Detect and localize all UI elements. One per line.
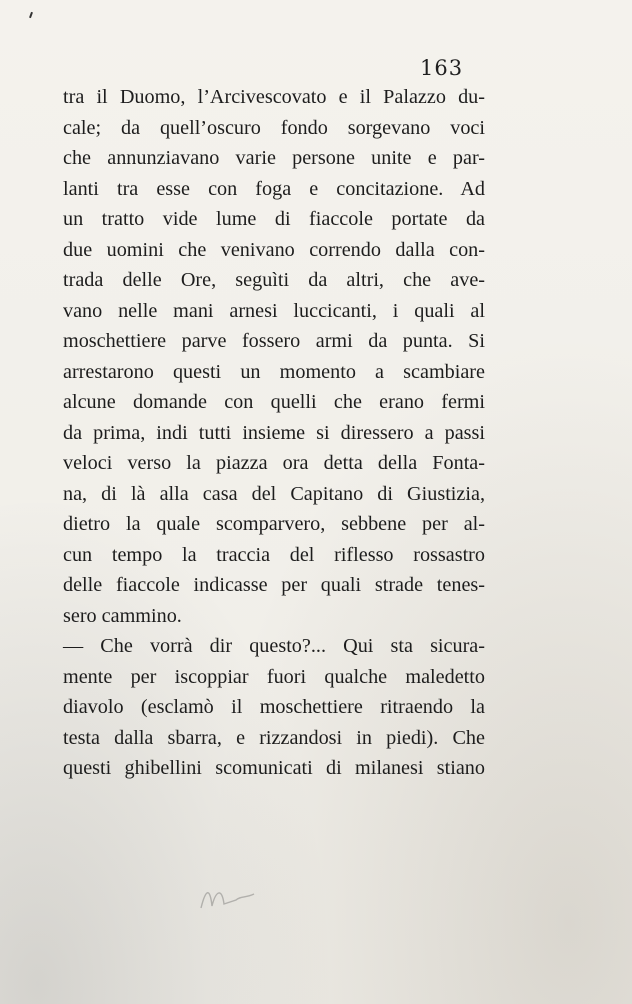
text-line: che annunziavano varie persone unite e par- xyxy=(63,147,485,169)
text-line: un tratto vide lume di fiaccole portate da xyxy=(63,208,485,230)
text-line: arrestarono questi un momento a scambiare xyxy=(63,360,485,383)
text-line: moschettiere parve fossero armi da punta. Si xyxy=(63,330,485,352)
text-line: delle fiaccole indicasse per quali strade tenes- xyxy=(63,574,485,596)
text-line: diavolo (esclamò il moschettiere ritraendo la xyxy=(63,696,485,718)
text-line: na, di là alla casa del Capitano di Giustizia, xyxy=(63,482,485,505)
text-line: dietro la quale scomparvero, sebbene per al- xyxy=(63,513,485,535)
pencil-mark xyxy=(196,878,266,918)
text-line: testa dalla sbarra, e rizzandosi in piedi). Che xyxy=(63,726,485,749)
text-line: sero cammino. xyxy=(63,604,182,627)
text-line: cun tempo la traccia del riflesso rossastro xyxy=(63,543,485,566)
page-number: 163 xyxy=(420,56,464,80)
text-line: mente per iscoppiar fuori qualche maledetto xyxy=(63,665,485,688)
text-line: questi ghibellini scomunicati di milanesi stiano xyxy=(63,757,485,779)
text-line: lanti tra esse con foga e concitazione. Ad xyxy=(63,177,485,200)
text-line: — Che vorrà dir questo?... Qui sta sicura- xyxy=(63,635,485,657)
text-line: due uomini che venivano correndo dalla con- xyxy=(63,238,485,261)
body-text xyxy=(63,82,485,784)
text-line: tra il Duomo, l’Arcivescovato e il Palazzo du- xyxy=(63,86,485,108)
text-line: veloci verso la piazza ora detta della Fonta- xyxy=(63,452,485,474)
text-line: cale; da quell’oscuro fondo sorgevano voci xyxy=(63,116,485,139)
text-line: vano nelle mani arnesi luccicanti, i quali al xyxy=(63,299,485,322)
text-line: da prima, indi tutti insieme si diressero a passi xyxy=(63,421,485,444)
text-line: trada delle Ore, seguìti da altri, che ave- xyxy=(63,269,485,291)
text-line: alcune domande con quelli che erano fermi xyxy=(63,391,485,413)
ink-speck xyxy=(29,12,33,18)
